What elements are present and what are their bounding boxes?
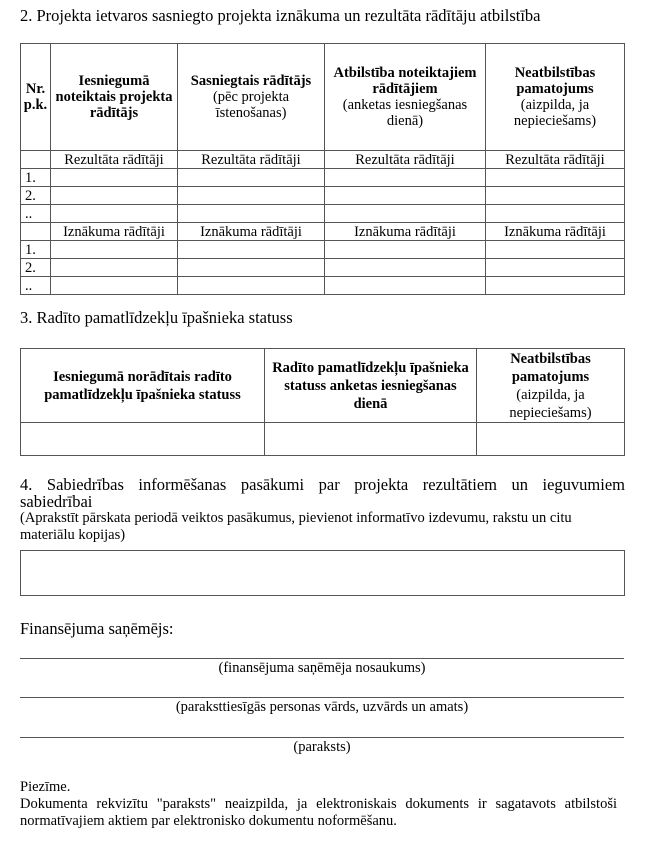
- header-status-justification: [477, 349, 625, 423]
- output-subheader: Iznākuma rādītāji: [51, 223, 178, 241]
- table-row: [21, 205, 625, 223]
- header-achieved-bold: Sasniegtais rādītājs: [190, 73, 312, 89]
- indicators-header-row: [21, 44, 625, 151]
- table-cell[interactable]: [325, 205, 486, 223]
- signatory-line[interactable]: [20, 697, 624, 698]
- row-number: 1.: [21, 169, 51, 187]
- table-cell: [21, 151, 51, 169]
- result-subheader: Rezultāta rādītāji: [178, 151, 325, 169]
- recipient-name-label: (finansējuma saņēmēja nosaukums): [218, 660, 426, 676]
- header-conformity-bold: Atbilstība noteiktajiem rādītājiem: [333, 65, 477, 97]
- table-cell[interactable]: [325, 169, 486, 187]
- table-cell[interactable]: [325, 277, 486, 295]
- table-cell[interactable]: [265, 423, 477, 456]
- table-cell[interactable]: [51, 187, 178, 205]
- header-justification-note: (aizpilda, ja nepieciešams): [513, 97, 597, 129]
- header-declared-status: Iesniegumā norādītais radīto pamatlīdzekļu īpašnieka statuss: [21, 349, 265, 423]
- row-number: 2.: [21, 259, 51, 277]
- section-4-title-line2: sabiedrībai: [20, 492, 93, 511]
- result-subheader: Rezultāta rādītāji: [486, 151, 625, 169]
- owner-status-table: [20, 348, 625, 456]
- table-cell[interactable]: [325, 187, 486, 205]
- table-cell[interactable]: [51, 205, 178, 223]
- funding-recipient-title: Finansējuma saņēmējs:: [20, 619, 174, 638]
- section-4-instruction: (Aprakstīt pārskata periodā veiktos pasākumus, pievienot informatīvo izdevumu, rakstu un citu materiālu kopijas): [20, 510, 572, 543]
- table-cell[interactable]: [51, 169, 178, 187]
- table-row: [21, 277, 625, 295]
- table-cell[interactable]: [325, 259, 486, 277]
- recipient-name-line[interactable]: [20, 658, 624, 659]
- table-cell[interactable]: [486, 241, 625, 259]
- table-cell[interactable]: [477, 423, 625, 456]
- note-block: [20, 779, 617, 830]
- header-status-justification-note: (aizpilda, ja nepieciešams): [509, 386, 592, 421]
- header-achieved-indicator: [178, 44, 325, 151]
- table-cell[interactable]: [486, 277, 625, 295]
- table-cell[interactable]: [178, 187, 325, 205]
- header-conformity: [325, 44, 486, 151]
- table-cell[interactable]: [486, 169, 625, 187]
- table-cell[interactable]: [486, 187, 625, 205]
- table-row: [21, 187, 625, 205]
- row-number: ..: [21, 277, 51, 295]
- row-number: 1.: [21, 241, 51, 259]
- header-achieved-note: (pēc projekta īstenošanas): [212, 89, 290, 121]
- header-conformity-note: (anketas iesniegšanas dienā): [342, 97, 468, 129]
- result-subheader: Rezultāta rādītāji: [325, 151, 486, 169]
- table-row: [21, 259, 625, 277]
- header-actual-status: Radīto pamatlīdzekļu īpašnieka statuss anketas iesniegšanas dienā: [265, 349, 477, 423]
- section-4-title-line1: 4. Sabiedrības informēšanas pasākumi par projekta rezultātiem un ieguvumiem: [20, 475, 625, 494]
- table-cell[interactable]: [51, 241, 178, 259]
- section-4-block: [20, 476, 625, 544]
- table-cell[interactable]: [51, 277, 178, 295]
- header-nr: Nr. p.k.: [21, 44, 51, 151]
- output-subheader: Iznākuma rādītāji: [178, 223, 325, 241]
- table-cell[interactable]: [325, 241, 486, 259]
- header-declared-indicator: Iesniegumā noteiktais projekta rādītājs: [51, 44, 178, 151]
- table-cell[interactable]: [178, 169, 325, 187]
- table-cell[interactable]: [178, 259, 325, 277]
- header-justification: [486, 44, 625, 151]
- section-4-input-box[interactable]: [20, 550, 625, 596]
- header-status-justification-bold: Neatbilstības pamatojums: [510, 350, 591, 385]
- header-justification-bold: Neatbilstības pamatojums: [514, 65, 596, 97]
- owner-status-header-row: [21, 349, 625, 423]
- table-cell[interactable]: [178, 241, 325, 259]
- section-2-title: 2. Projekta ietvaros sasniegto projekta iznākuma un rezultāta rādītāju atbilstība: [20, 6, 541, 25]
- output-subheader-row: [21, 223, 625, 241]
- result-subheader-row: [21, 151, 625, 169]
- result-subheader: Rezultāta rādītāji: [51, 151, 178, 169]
- table-row: [21, 169, 625, 187]
- table-cell: [21, 223, 51, 241]
- output-subheader: Iznākuma rādītāji: [486, 223, 625, 241]
- table-row: [21, 423, 625, 456]
- signature-label: (paraksts): [293, 739, 351, 755]
- indicators-table: [20, 43, 625, 295]
- table-cell[interactable]: [178, 205, 325, 223]
- table-cell[interactable]: [486, 259, 625, 277]
- table-cell[interactable]: [178, 277, 325, 295]
- table-cell[interactable]: [51, 259, 178, 277]
- row-number: 2.: [21, 187, 51, 205]
- signatory-label: (paraksttiesīgās personas vārds, uzvārds un amats): [175, 699, 469, 715]
- signature-line[interactable]: [20, 737, 624, 738]
- table-cell[interactable]: [486, 205, 625, 223]
- output-subheader: Iznākuma rādītāji: [325, 223, 486, 241]
- row-number: ..: [21, 205, 51, 223]
- note-heading: Piezīme.: [20, 779, 71, 795]
- section-3-title: 3. Radīto pamatlīdzekļu īpašnieka statuss: [20, 308, 293, 327]
- table-cell[interactable]: [21, 423, 265, 456]
- note-text: Dokumenta rekvizītu "paraksts" neaizpilda, ja elektroniskais dokuments ir sagatavots atbilstoši normatīvajiem aktiem par elektronisko dokumentu noformēšanu.: [20, 796, 617, 829]
- table-row: [21, 241, 625, 259]
